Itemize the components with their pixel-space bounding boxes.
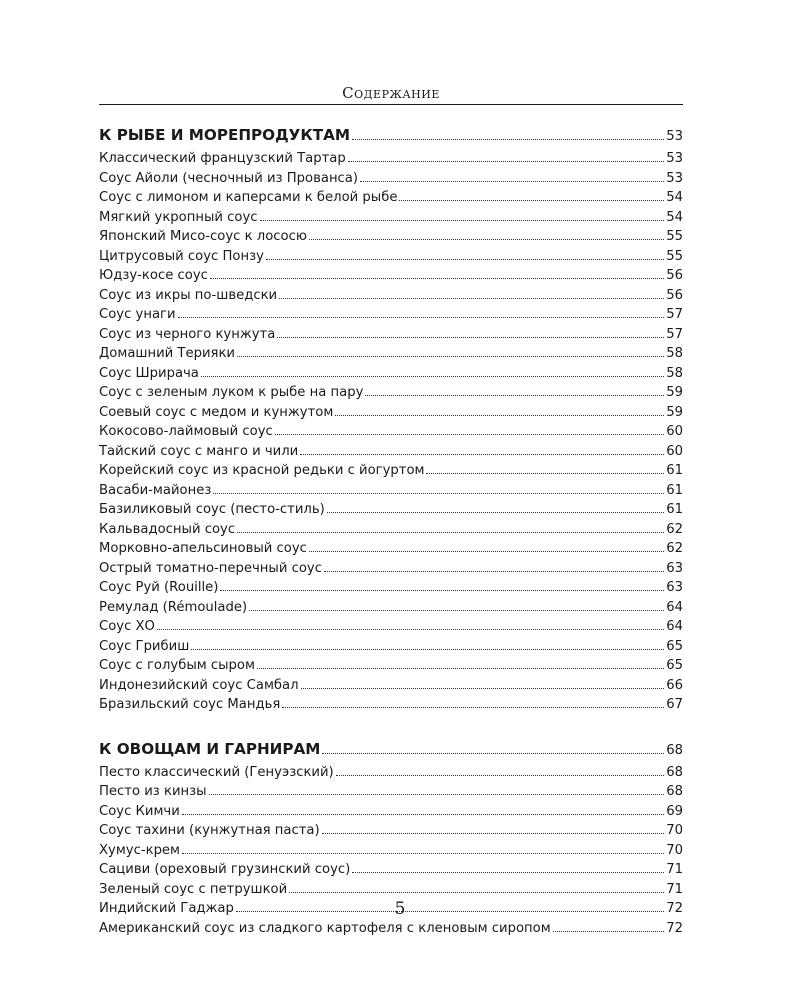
- entry-title: Американский соус из сладкого картофеля с кленовым сиропом: [99, 920, 551, 936]
- dot-leader: [309, 540, 664, 552]
- entry-title: Корейский соус из красной редьки с йогуртом: [99, 463, 425, 478]
- entry-title: Соус тахини (кунжутная паста): [99, 823, 320, 838]
- toc-entry[interactable]: [99, 578, 683, 598]
- entry-page-number: 54: [666, 209, 683, 225]
- entry-title: Соус с зеленым луком к рыбе на пару: [99, 385, 364, 400]
- toc-entry[interactable]: [99, 364, 683, 384]
- dot-leader: [220, 579, 664, 591]
- toc-entry[interactable]: [99, 208, 683, 228]
- toc-section: [99, 123, 683, 715]
- entry-page-number: 53: [666, 170, 683, 186]
- dot-leader: [289, 881, 664, 893]
- entry-page-number: 58: [666, 346, 683, 361]
- dot-leader: [210, 267, 664, 279]
- toc-entry[interactable]: [99, 821, 683, 841]
- dot-leader: [322, 822, 665, 834]
- entry-title: Песто из кинзы: [99, 784, 207, 799]
- section-title: К РЫБЕ И МОРЕПРОДУКТАМ: [99, 126, 350, 144]
- dot-leader: [275, 423, 664, 435]
- entry-title: Зеленый соус с петрушкой: [99, 881, 288, 897]
- dot-leader: [249, 599, 664, 611]
- entry-page-number: 64: [666, 599, 683, 615]
- toc-entry[interactable]: [99, 656, 683, 676]
- entry-page-number: 55: [666, 229, 683, 244]
- toc-entry[interactable]: [99, 442, 683, 462]
- toc-entry[interactable]: [99, 461, 683, 481]
- toc-entry[interactable]: [99, 500, 683, 520]
- entry-page-number: 64: [666, 619, 683, 634]
- dot-leader: [360, 170, 664, 182]
- entry-page-number: 56: [666, 268, 683, 283]
- entry-title: Песто классический (Генуэзский): [99, 764, 334, 780]
- dot-leader: [277, 326, 664, 338]
- entry-title: Базиликовый соус (песто-стиль): [99, 502, 325, 517]
- entry-page-number: 54: [666, 190, 683, 205]
- entry-title: Классический французский Тартар: [99, 151, 346, 166]
- toc-entry[interactable]: [99, 880, 683, 900]
- entry-page-number: 63: [666, 580, 683, 595]
- entry-page-number: 62: [666, 541, 683, 556]
- dot-leader: [327, 501, 664, 513]
- entry-title: Ремулад (Rémoulade): [99, 599, 248, 615]
- dot-leader: [237, 521, 664, 533]
- dot-leader: [352, 861, 664, 873]
- dot-leader: [335, 404, 664, 416]
- entry-title: Соус Руй (Rouille): [99, 580, 219, 595]
- toc-entry[interactable]: [99, 637, 683, 657]
- table-of-contents: [99, 123, 683, 938]
- entry-title: Мягкий укропный соус: [99, 209, 258, 225]
- toc-entry[interactable]: [99, 247, 683, 267]
- entry-page-number: 60: [666, 424, 683, 439]
- entry-title: Соус ХО: [99, 619, 155, 634]
- entry-page-number: 68: [666, 764, 683, 780]
- dot-leader: [257, 657, 664, 669]
- header-rule: [99, 104, 683, 105]
- entry-title: Соус Шрирача: [99, 365, 199, 381]
- entry-title: Тайский соус с манго и чили: [99, 443, 299, 459]
- toc-entry[interactable]: [99, 169, 683, 189]
- toc-entry[interactable]: [99, 598, 683, 618]
- dot-leader: [352, 128, 664, 140]
- entry-title: Соус из икры по-шведски: [99, 287, 278, 303]
- entry-title: Морковно-апельсиновый соус: [99, 541, 307, 556]
- entry-page-number: 59: [666, 404, 683, 420]
- dot-leader: [213, 482, 664, 494]
- toc-entry[interactable]: [99, 559, 683, 579]
- toc-entry[interactable]: [99, 841, 683, 861]
- toc-entry[interactable]: [99, 695, 683, 715]
- entry-title: Васаби-майонез: [99, 482, 212, 498]
- entry-page-number: 61: [666, 482, 683, 498]
- dot-leader: [201, 365, 664, 377]
- entry-title: Кокосово-лаймовый соус: [99, 424, 273, 439]
- toc-entry[interactable]: [99, 860, 683, 880]
- toc-entry[interactable]: [99, 782, 683, 802]
- entry-title: Соус Грибиш: [99, 638, 190, 654]
- entry-title: Соевый соус с медом и кунжутом: [99, 404, 334, 420]
- entry-page-number: 59: [666, 385, 683, 400]
- entry-page-number: 56: [666, 287, 683, 303]
- toc-entry[interactable]: [99, 539, 683, 559]
- dot-leader: [322, 742, 664, 754]
- toc-entry[interactable]: [99, 305, 683, 325]
- entry-title: Юдзу-косе соус: [99, 268, 208, 283]
- entry-title: Острый томатно-перечный соус: [99, 560, 322, 576]
- dot-leader: [300, 443, 664, 455]
- running-head: Содержание: [342, 84, 440, 102]
- toc-entry[interactable]: [99, 266, 683, 286]
- dot-leader: [324, 560, 664, 572]
- toc-entry[interactable]: [99, 676, 683, 696]
- entry-title: Кальвадосный соус: [99, 521, 236, 537]
- dot-leader: [237, 345, 664, 357]
- dot-leader: [182, 842, 664, 854]
- entry-page-number: 66: [666, 677, 683, 693]
- entry-title: Соус Кимчи: [99, 803, 180, 819]
- toc-entry[interactable]: [99, 383, 683, 403]
- dot-leader: [191, 638, 664, 650]
- entry-title: Соус Айоли (чесночный из Прованса): [99, 170, 359, 186]
- entry-page-number: 70: [666, 823, 683, 838]
- entry-title: Соус с лимоном и каперсами к белой рыбе: [99, 190, 398, 205]
- dot-leader: [399, 189, 664, 201]
- entry-title: Японский Мисо-соус к лососю: [99, 229, 307, 244]
- dot-leader: [348, 150, 664, 162]
- entry-page-number: 71: [666, 862, 683, 877]
- section-title: К ОВОЩАМ И ГАРНИРАМ: [99, 739, 321, 758]
- dot-leader: [182, 803, 664, 815]
- toc-entry[interactable]: [99, 617, 683, 637]
- entry-page-number: 68: [666, 784, 683, 799]
- entry-page-number: 57: [666, 326, 683, 342]
- toc-entry[interactable]: [99, 286, 683, 306]
- dot-leader: [282, 696, 664, 708]
- entry-title: Соус с голубым сыром: [99, 658, 255, 673]
- dot-leader: [178, 306, 665, 318]
- entry-page-number: 70: [666, 842, 683, 858]
- section-page-number: 53: [666, 129, 683, 144]
- dot-leader: [336, 764, 665, 776]
- toc-entry[interactable]: [99, 227, 683, 247]
- entry-page-number: 60: [666, 443, 683, 459]
- dot-leader: [426, 462, 664, 474]
- toc-entry[interactable]: [99, 919, 683, 939]
- entry-page-number: 63: [666, 560, 683, 576]
- section-page-number: 68: [666, 742, 683, 758]
- entry-title: Хумус-крем: [99, 842, 180, 858]
- dot-leader: [266, 248, 664, 260]
- entry-page-number: 65: [666, 658, 683, 673]
- entry-title: Индийский Гаджар: [99, 901, 234, 916]
- toc-entry[interactable]: [99, 422, 683, 442]
- dot-leader: [553, 920, 665, 932]
- toc-entry[interactable]: [99, 188, 683, 208]
- entry-title: Цитрусовый соус Понзу: [99, 248, 264, 264]
- entry-page-number: 57: [666, 307, 683, 322]
- entry-page-number: 65: [666, 638, 683, 654]
- toc-entry[interactable]: [99, 325, 683, 345]
- entry-page-number: 61: [666, 463, 683, 478]
- dot-leader: [301, 677, 665, 689]
- dot-leader: [209, 783, 665, 795]
- entry-page-number: 72: [666, 901, 683, 916]
- entry-page-number: 72: [666, 920, 683, 936]
- entry-page-number: 62: [666, 521, 683, 537]
- dot-leader: [365, 384, 664, 396]
- entry-title: Соус из черного кунжута: [99, 326, 276, 342]
- toc-entry[interactable]: [99, 403, 683, 423]
- entry-page-number: 58: [666, 365, 683, 381]
- dot-leader: [309, 228, 664, 240]
- toc-entry[interactable]: [99, 344, 683, 364]
- toc-page: [99, 78, 683, 938]
- entry-title: Индонезийский соус Самбал: [99, 677, 299, 693]
- page-number: 5: [394, 899, 406, 919]
- entry-page-number: 53: [666, 151, 683, 166]
- toc-entry[interactable]: [99, 520, 683, 540]
- toc-entry[interactable]: [99, 763, 683, 783]
- entry-page-number: 61: [666, 502, 683, 517]
- dot-leader: [157, 618, 664, 630]
- entry-title: Соус унаги: [99, 307, 176, 322]
- entry-page-number: 55: [666, 248, 683, 264]
- toc-entry[interactable]: [99, 149, 683, 169]
- entry-page-number: 67: [666, 697, 683, 712]
- entry-title: Домашний Терияки: [99, 346, 236, 361]
- toc-section-heading[interactable]: [99, 737, 683, 761]
- entry-title: Бразильский соус Мандья: [99, 697, 281, 712]
- entry-title: Сациви (ореховый грузинский соус): [99, 862, 351, 877]
- toc-entry[interactable]: [99, 481, 683, 501]
- toc-section-heading[interactable]: [99, 123, 683, 147]
- entry-page-number: 69: [666, 803, 683, 819]
- dot-leader: [260, 209, 665, 221]
- toc-entry[interactable]: [99, 802, 683, 822]
- dot-leader: [279, 287, 664, 299]
- entry-page-number: 71: [666, 881, 683, 897]
